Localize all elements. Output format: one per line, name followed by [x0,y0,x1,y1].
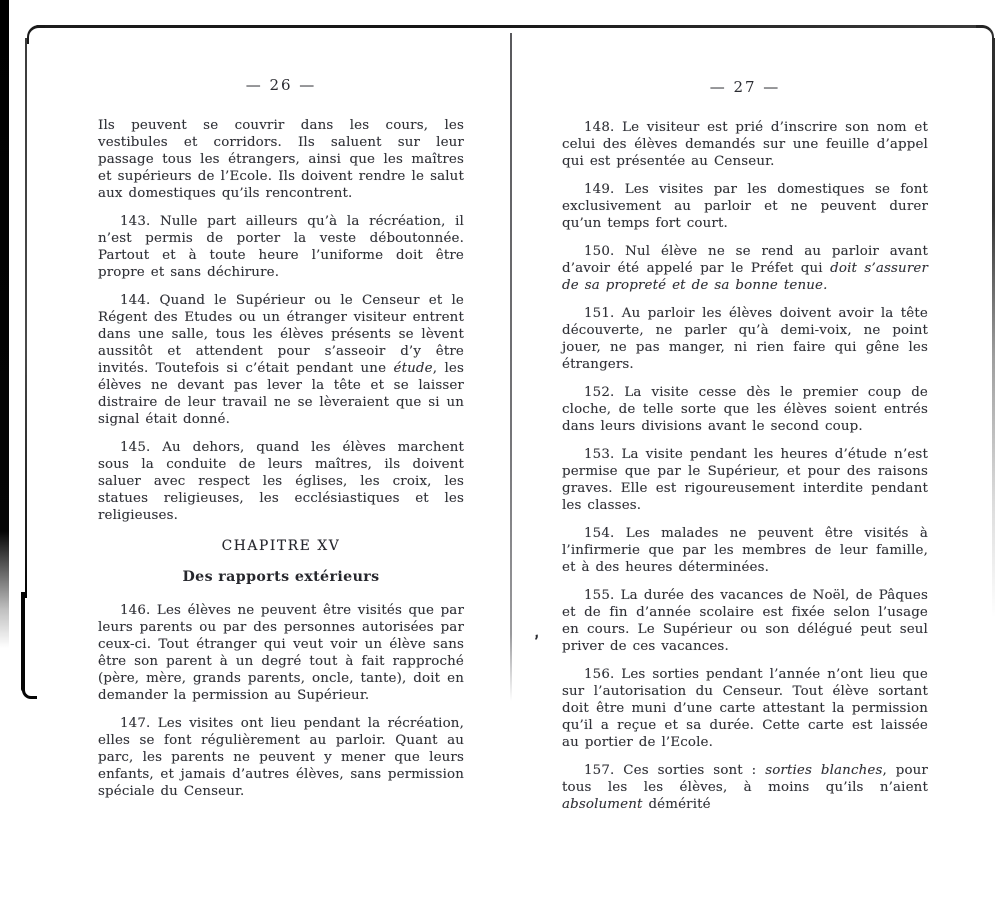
right-page-body [562,119,928,813]
paragraph [98,117,464,202]
right-page [562,78,928,824]
paragraph [562,446,928,514]
body-text: 149. Les visites par les domestiques se font exclusivement au parloir et ne peuvent durer qu’un temps fort court. [562,182,928,231]
emphasis-text: étude [393,361,433,376]
page-number-left: — 26 — [245,76,317,94]
book-binding-line [510,33,512,701]
paragraph [98,715,464,800]
paragraph [98,602,464,704]
body-text: 143. Nulle part ailleurs qu’à la récréation, il n’est permis de porter la veste déboutonnée. Partout et à toute heure l’uniforme doit être propre et sans déchirure. [98,214,464,280]
body-text: démérité [642,797,711,812]
section-title: Des rapports extérieurs [182,569,380,585]
book-right-edge [992,38,995,618]
emphasis-text: doit s’assurer de sa propreté et de sa bonne tenue. [562,261,928,293]
book-left-edge-shadow [21,592,25,692]
paragraph [562,181,928,232]
body-text: 144. Quand le Supérieur ou le Censeur et le Régent des Etudes ou un étranger visiteur entrent dans une salle, tous les élèves présents se lèvent aussitôt et attendent pour s’asseoir d’y être invités. Toutefois si c’était pendant une [98,293,464,376]
page-number-right: — 27 — [709,78,781,96]
paragraph [562,243,928,294]
emphasis-text: sorties blanches [765,763,883,778]
paragraph [562,384,928,435]
left-page [98,76,464,811]
paragraph [98,292,464,428]
left-page-body [98,117,464,800]
body-text: 155. La durée des vacances de Noël, de Pâques et de fin d’année scolaire est fixée selon l’usage en cours. Le Supérieur ou son délégué peut seul priver de ces vacances. [562,588,928,654]
body-text: 151. Au parloir les élèves doivent avoir la tête découverte, ne parler qu’à demi-voix, ne point jouer, ne pas manger, ni rien faire qui gêne les étrangers. [562,306,928,372]
paragraph [98,213,464,281]
emphasis-text: absolument [562,797,643,812]
body-text: 150. Nul élève ne se rend au parloir avant d’avoir été appelé par le Préfet qui [562,244,928,276]
book-left-edge [25,38,27,598]
body-text: , pour tous les les élèves, à moins qu’ils n’aient [562,763,928,795]
paragraph [562,525,928,576]
scanner-shadow-strip [0,0,9,648]
body-text: 157. Ces sorties sont : [584,763,766,778]
body-text: 145. Au dehors, quand les élèves marchent sous la conduite de leurs maîtres, ils doivent saluer avec respect les églises, les croix, les statues religieuses, les ecclésiastiques et les religieuses. [98,440,464,523]
book-corner-top-left [27,25,45,44]
book-top-edge [36,25,984,28]
paragraph [562,762,928,813]
paragraph [562,119,928,170]
paragraph [562,305,928,373]
body-text: 148. Le visiteur est prié d’inscrire son nom et celui des élèves demandés sur une feuille d’appel qui est présentée au Censeur. [562,120,928,169]
body-text: 152. La visite cesse dès le premier coup de cloche, de telle sorte que les élèves soient entrés dans leurs divisions avant le second coup. [562,385,928,434]
stray-ink-mark: ’ [532,631,544,653]
body-text: 153. La visite pendant les heures d’étude n’est permise que par le Supérieur, et pour des raisons graves. Elle est rigoureusement interdite pendant les classes. [562,447,928,513]
paragraph [562,587,928,655]
paragraph [562,666,928,751]
body-text: 156. Les sorties pendant l’année n’ont lieu que sur l’autorisation du Censeur. Tout élève sortant doit être muni d’une carte attestant la permission qu’il a reçue et sa durée. Cette carte est laissée au portier de l’Ecole. [562,667,928,750]
body-text: , les élèves ne devant pas lever la tête et se laisser distraire de leur travail ne se lèveraient que si un signal était donné. [98,361,464,427]
book-left-edge-curl [22,686,37,699]
chapter-heading: CHAPITRE XV [221,538,341,554]
body-text: Ils peuvent se couvrir dans les cours, les vestibules et corridors. Ils saluent sur leur passage tous les étrangers, ainsi que les maîtres et supérieurs de l’Ecole. Ils doivent rendre le salut aux domestiques qu’ils rencontrent. [98,118,464,201]
body-text: 154. Les malades ne peuvent être visités à l’infirmerie que par les membres de leur famille, et à des heures déterminées. [562,526,928,575]
paragraph [98,439,464,524]
body-text: 146. Les élèves ne peuvent être visités que par leurs parents ou par des personnes autorisées par ceux-ci. Tout étranger qui veut voir un élève sans être son parent à un degré tout à fait rapproché (père, mère, grands parents, oncle, tante), doit en demander la permission au Supérieur. [98,603,464,703]
body-text: 147. Les visites ont lieu pendant la récréation, elles se font régulièrement au parloir. Quant au parc, les parents ne peuvent y mener que leurs enfants, et jamais d’autres élèves, sans permission spéciale du Censeur. [98,716,464,799]
